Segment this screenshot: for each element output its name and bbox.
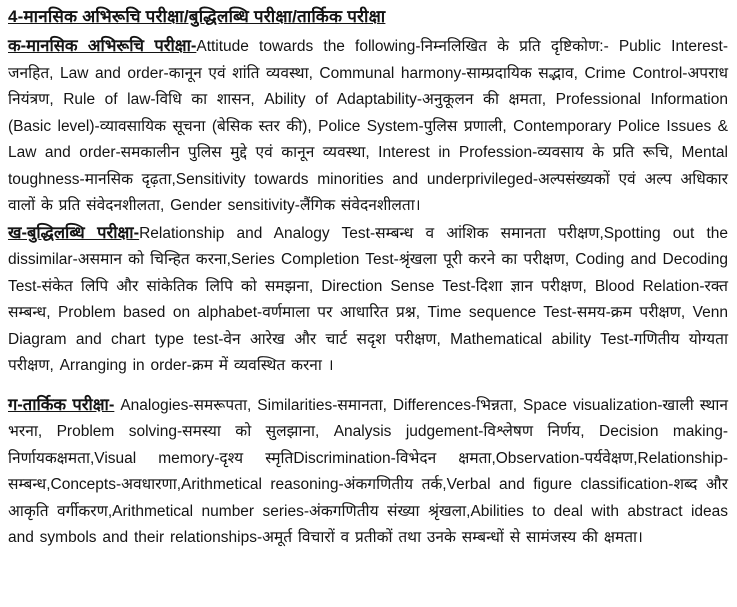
section-body: Relationship and Analogy Test-सम्बन्ध व आंशिक समानता परीक्षण,Spotting out the dissimilar-असमान को चिन्हित करना,Series Completion Test-श्रृंखला पूरी करने का परीक्षण, Coding and Decoding Test-संकेत लिपि और सांकेतिक लिपि को समझना, Direction Sense Test-दिशा ज्ञान परीक्षण, Blood Relation-रक्त सम्बन्ध, Problem based on alphabet-वर्णमाला पर आधारित प्रश्न, Time sequence Test-समय-क्रम परीक्षण, Venn Diagram and chart type test-वेन आरेख और चार्ट सदृश परीक्षण, Mathematical ability Test-गणितीय योग्यता परीक्षण, Arranging in order-क्रम में व्यवस्थित करना । <box>8 224 728 374</box>
section-heading: ग-तार्किक परीक्षा- <box>8 395 115 414</box>
section-body: Attitude towards the following-निम्नलिखित के प्रति दृष्टिकोण:- Public Interest-जनहित, Law and order-कानून एवं शांति व्यवस्था, Communal harmony-साम्प्रदायिक सद्भाव, Crime Control-अपराध नियंत्रण, Rule of law-विधि का शासन, Ability of Adaptability-अनुकूलन की क्षमता, Professional Information (Basic level)-व्यावसायिक सूचना (बेसिक स्तर की), Police System-पुलिस प्रणाली, Contemporary Police Issues & Law and order-समकालीन पुलिस मुद्दे एवं कानून व्यवस्था, Interest in Profession-व्यवसाय के प्रति रूचि, Mental toughness-मानसिक दृढ़ता,Sensitivity towards minorities and underprivileged-अल्पसंख्यकों एवं अल्प अधिकार वालों के प्रति संवेदनशीलता, Gender sensitivity-लैंगिक संवेदनशीलता। <box>8 38 728 214</box>
section-body: Analogies-समरूपता, Similarities-समानता, Differences-भिन्नता, Space visualization-खाली स्थान भरना, Problem solving-समस्या को सुलझाना, Analysis judgement-विश्लेषण निर्णय, Decision making-निर्णायकक्षमता,Visual memory-दृश्य स्मृतिDiscrimination-विभेदन क्षमता,Observation-पर्यवेक्षण,Relationship-सम्बन्ध,Concepts-अवधारणा,Arithmetical reasoning-अंकगणितीय तर्क,Verbal and figure classification-शब्द और आकृति वर्गीकरण,Arithmetical number series-अंकगणितीय संख्या श्रृंखला,Abilities to deal with abstract ideas and symbols and their relationships-अमूर्त विचारों व प्रतीकों तथा उनके सम्बन्धों से सामंजस्य की क्षमता। <box>8 396 728 546</box>
section-heading: क-मानसिक अभिरूचि परीक्षा- <box>8 37 197 55</box>
section-buddhilabdhi <box>8 220 728 380</box>
page-title: 4-मानसिक अभिरूचि परीक्षा/बुद्धिलब्धि परीक्षा/तार्किक परीक्षा <box>8 7 386 26</box>
section-heading: ख-बुद्धिलब्धि परीक्षा- <box>8 223 140 242</box>
section-tarkik <box>8 392 728 552</box>
section-mansik-abhiruchi <box>8 33 728 220</box>
